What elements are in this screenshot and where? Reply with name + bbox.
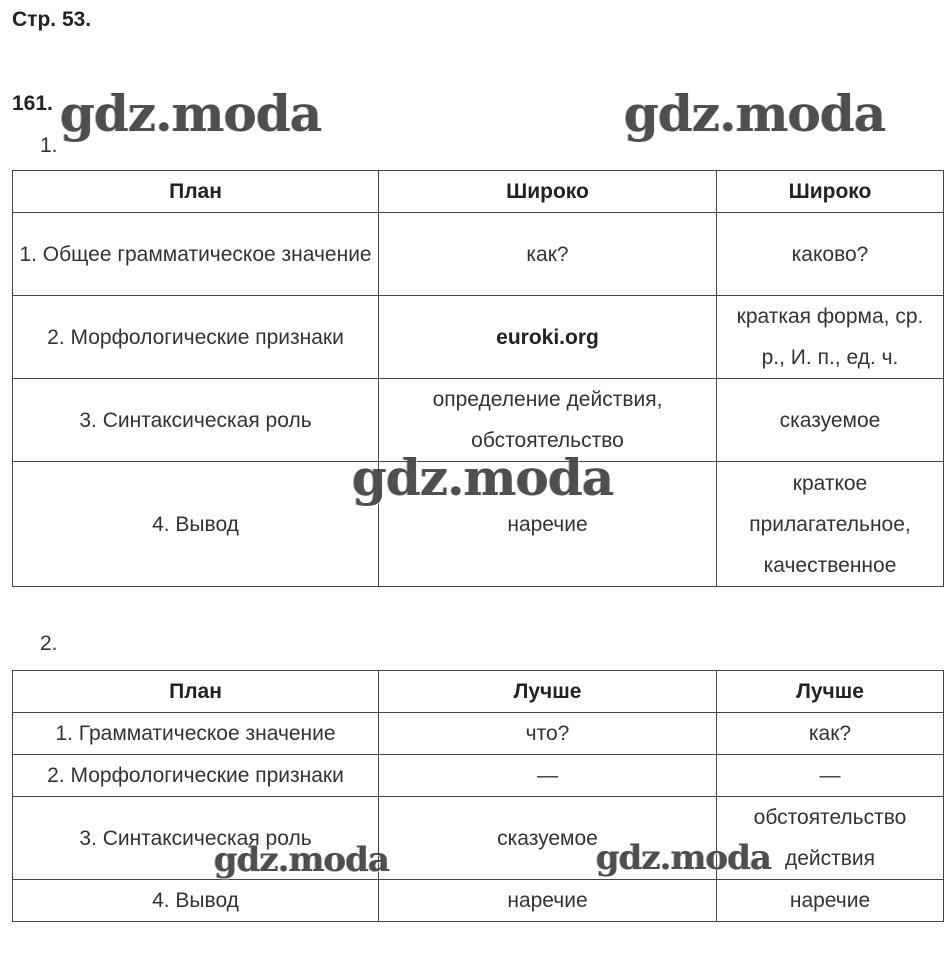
value-cell: краткое прилагательное, качественное <box>717 462 944 587</box>
value-cell: euroki.org <box>379 296 717 379</box>
header-plan: План <box>13 171 379 213</box>
value-cell: — <box>717 755 944 797</box>
plan-cell: 3. Синтаксическая роль <box>13 379 379 462</box>
value-cell: как? <box>717 713 944 755</box>
analysis-table-2 <box>12 670 944 922</box>
table-row <box>13 213 944 296</box>
value-cell: краткая форма, ср. р., И. п., ед. ч. <box>717 296 944 379</box>
watermark-logo: gdz.moda <box>352 448 614 507</box>
header-plan: План <box>13 671 379 713</box>
value-cell: определение действия, обстоятельство <box>379 379 717 462</box>
value-cell: что? <box>379 713 717 755</box>
plan-cell: 4. Вывод <box>13 880 379 922</box>
value-cell: обстоятельство действия <box>717 797 944 880</box>
table-row <box>13 296 944 379</box>
value-cell: каково? <box>717 213 944 296</box>
value-cell: сказуемое <box>717 379 944 462</box>
subtask-label-2: 2. <box>40 632 58 655</box>
value-cell: — <box>379 755 717 797</box>
analysis-table-1 <box>12 170 944 587</box>
table-row <box>13 880 944 922</box>
plan-cell: 3. Синтаксическая роль <box>13 797 379 880</box>
subtask-label-1: 1. <box>40 134 58 157</box>
plan-cell: 2. Морфологические признаки <box>13 296 379 379</box>
page-number-header: Стр. 53. <box>12 8 92 31</box>
watermark-logo: gdz.moda <box>214 840 390 880</box>
table-header-row <box>13 171 944 213</box>
value-cell: наречие <box>717 880 944 922</box>
plan-cell: 4. Вывод <box>13 462 379 587</box>
watermark-logo: gdz.moda <box>596 838 772 878</box>
watermark-logo: gdz.moda <box>60 84 322 143</box>
value-cell: наречие <box>379 880 717 922</box>
table-row <box>13 797 944 880</box>
value-cell: сказуемое <box>379 797 717 880</box>
value-cell: как? <box>379 213 717 296</box>
table-row <box>13 462 944 587</box>
table-row <box>13 379 944 462</box>
header-word: Лучше <box>379 671 717 713</box>
table-row <box>13 755 944 797</box>
watermark-logo: gdz.moda <box>624 84 886 143</box>
plan-cell: 1. Общее грамматическое значение <box>13 213 379 296</box>
plan-cell: 2. Морфологические признаки <box>13 755 379 797</box>
table-row <box>13 713 944 755</box>
value-cell: наречие <box>379 462 717 587</box>
task-number: 161. <box>12 92 53 115</box>
plan-cell: 1. Грамматическое значение <box>13 713 379 755</box>
header-word: Лучше <box>717 671 944 713</box>
table-header-row <box>13 671 944 713</box>
header-word: Широко <box>379 171 717 213</box>
header-word: Широко <box>717 171 944 213</box>
